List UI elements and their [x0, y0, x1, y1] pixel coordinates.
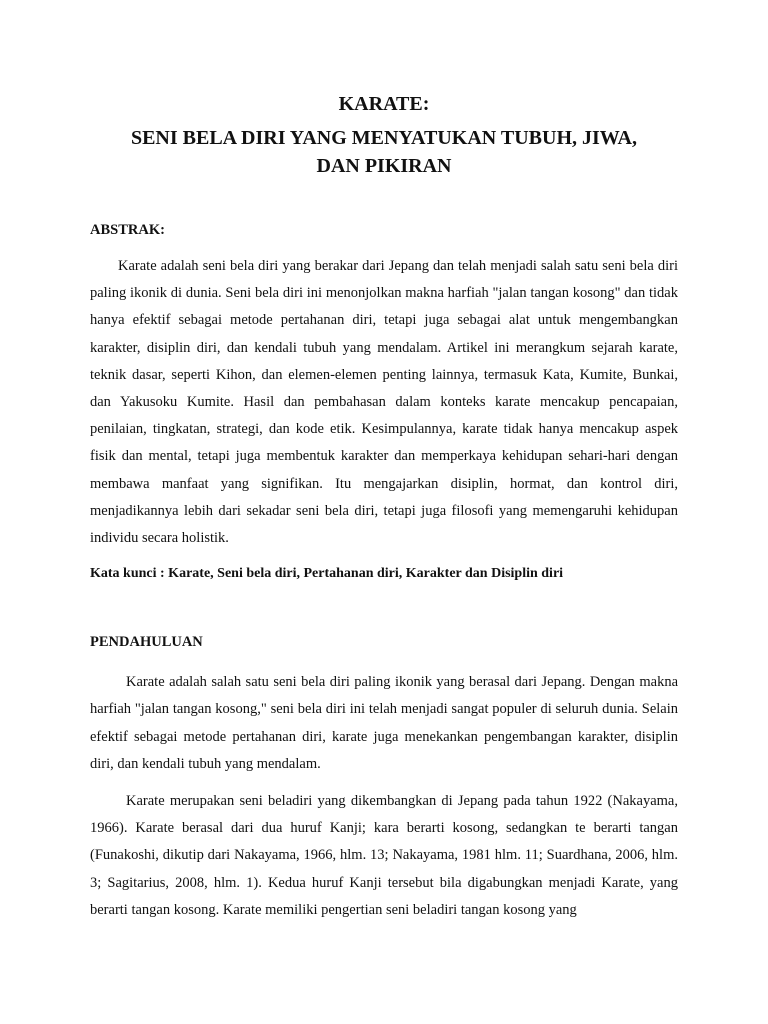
document-title: KARATE:	[338, 93, 430, 115]
introduction-heading: PENDAHULUAN	[90, 634, 203, 651]
document-subtitle: SENI BELA DIRI YANG MENYATUKAN TUBUH, JIWA, DAN PIKIRAN	[130, 127, 638, 177]
introduction-paragraph-2: Karate merupakan seni beladiri yang dikembangkan di Jepang pada tahun 1922 (Nakayama, 1966). Karate berasal dari dua huruf Kanji; kara berarti kosong, sedangkan te berarti tangan (Funakoshi, dikutip dari Nakayama, 1966, hlm. 13; Nakayama, 1981 hlm. 11; Suardhana, 2006, hlm. 3; Sagitarius, 2008, hlm. 1). Kedua huruf Kanji tersebut bila digabungkan menjadi Karate, yang berarti tangan kosong. Karate memiliki pengertian seni beladiri tangan kosong yang	[90, 793, 678, 918]
introduction-paragraph-1: Karate adalah salah satu seni bela diri paling ikonik yang berasal dari Jepang. Dengan makna harfiah "jalan tangan kosong," seni bela diri ini telah menjadi sangat populer di seluruh dunia. Selain efektif sebagai metode pertahanan diri, karate juga menekankan pengembangan karakter, disiplin diri, dan kendali tubuh yang mendalam.	[90, 674, 678, 772]
keywords: Kata kunci : Karate, Seni bela diri, Pertahanan diri, Karakter dan Disiplin diri	[90, 566, 564, 582]
abstract-heading: ABSTRAK:	[90, 222, 165, 238]
abstract-body: Karate adalah seni bela diri yang berakar dari Jepang dan telah menjadi salah satu seni bela diri paling ikonik di dunia. Seni bela diri ini menonjolkan makna harfiah "jalan tangan kosong" dan tidak hanya efektif sebagai metode pertahanan diri, tetapi juga sebagai alat untuk mengembangkan karakter, disiplin diri, dan kendali tubuh yang mendalam. Artikel ini merangkum sejarah karate, teknik dasar, seperti Kihon, dan elemen-elemen penting lainnya, termasuk Kata, Kumite, Bunkai, dan Yakusoku Kumite. Hasil dan pembahasan dalam konteks karate mencakup pencapaian, penilaian, tingkatan, strategi, dan kode etik. Kesimpulannya, karate tidak hanya mencakup aspek fisik dan mental, tetapi juga membentuk karakter dan memperkaya kehidupan sehari-hari dengan membawa manfaat yang signifikan. Itu mengajarkan disiplin, hormat, dan kontrol diri, menjadikannya lebih dari sekadar seni bela diri, tetapi juga filosofi yang memengaruhi kehidupan individu secara holistik.	[90, 258, 678, 547]
document-page	[90, 90, 678, 924]
